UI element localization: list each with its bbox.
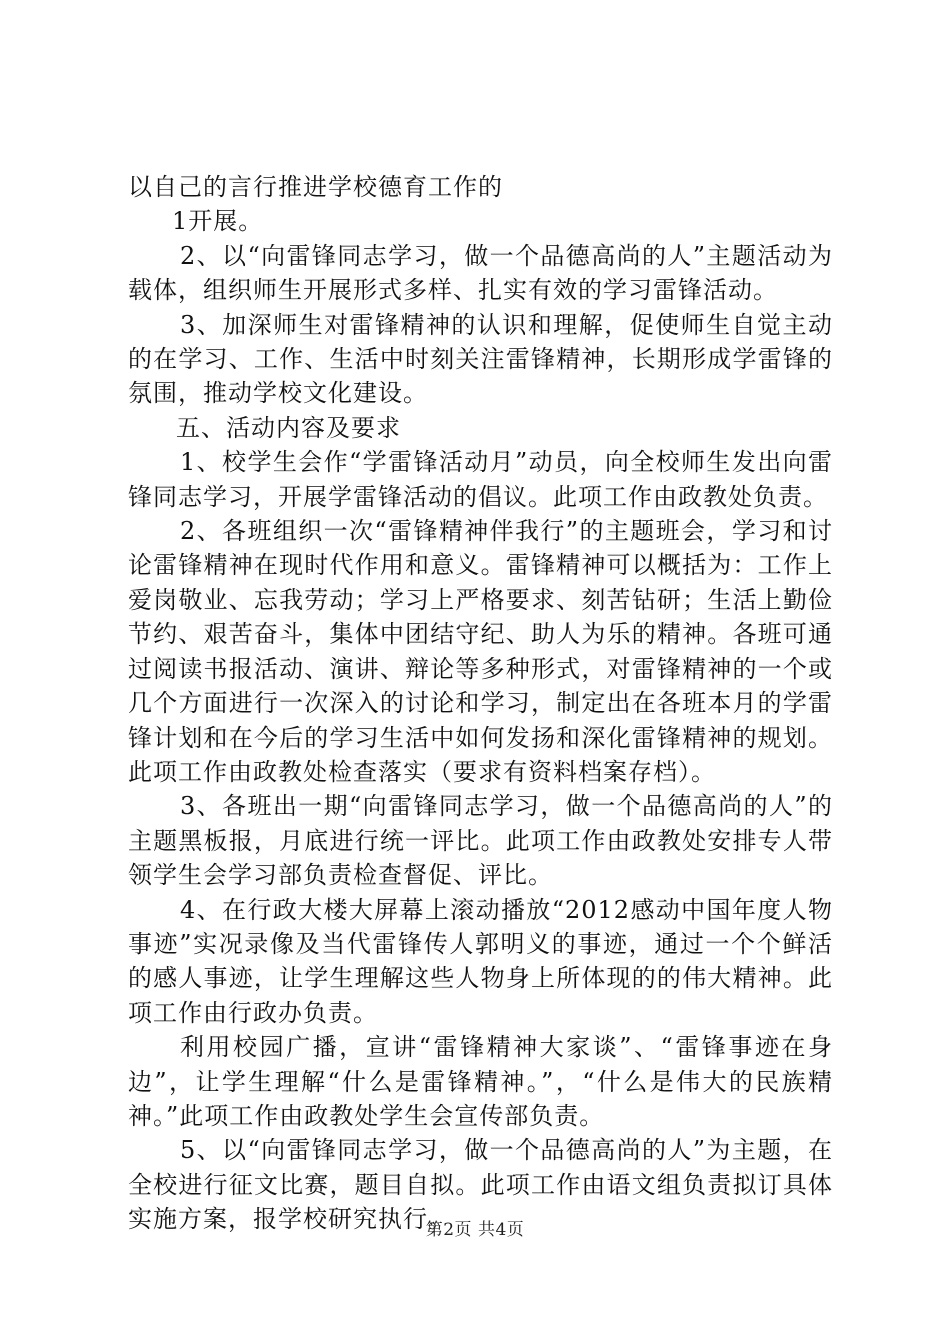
paragraph-requirement-4: 4、在行政大楼大屏幕上滚动播放“2012感动中国年度人物事迹”实况录像及当代雷锋传人郭明义的事迹，通过一个个鲜活的感人事迹，让学生理解这些人物身上所体现的的伟大精神。此项工作由行政办负责。 — [128, 895, 833, 1027]
paragraph-requirement-5: 5、以“向雷锋同志学习，做一个品德高尚的人”为主题，在全校进行征文比赛，题目自拟。此项工作由语文组负责拟订具体实施方案，报学校研究执行。 — [128, 1136, 833, 1234]
paragraph-requirement-1: 1、校学生会作“学雷锋活动月”动员，向全校师生发出向雷锋同志学习，开展学雷锋活动的倡议。此项工作由政教处负责。 — [128, 448, 833, 511]
paragraph-requirement-2: 2、各班组织一次“雷锋精神伴我行”的主题班会，学习和讨论雷锋精神在现时代作用和意义。雷锋精神可以概括为：工作上爱岗敬业、忘我劳动；学习上严格要求、刻苦钻研；生活上勤俭节约、艰苦奋斗，集体中团结守纪、助人为乐的精神。各班可通过阅读书报活动、演讲、辩论等多种形式，对雷锋精神的一个或几个方面进行一次深入的讨论和学习，制定出在各班本月的学雷锋计划和在今后的学习生活中如何发扬和深化雷锋精神的规划。此项工作由政教处检查落实（要求有资料档案存档）。 — [128, 517, 833, 786]
page-footer: 第2页 共4页 — [425, 1220, 525, 1240]
paragraph-requirement-3: 3、各班出一期“向雷锋同志学习，做一个品德高尚的人”的主题黑板报，月底进行统一评比。此项工作由政教处安排专人带领学生会学习部负责检查督促、评比。 — [128, 792, 833, 890]
paragraph-item-2: 2、以“向雷锋同志学习，做一个品德高尚的人”主题活动为载体，组织师生开展形式多样、扎实有效的学习雷锋活动。 — [128, 241, 833, 305]
paragraph-item-1: 1开展。 — [172, 207, 264, 236]
paragraph-intro-continuation: 以自己的言行推进学校德育工作的 — [128, 173, 503, 201]
section-heading-activity-content: 五、活动内容及要求 — [176, 413, 401, 442]
paragraph-item-3: 3、加深师生对雷锋精神的认识和理解，促使师生自觉主动的在学习、工作、生活中时刻关注雷锋精神，长期形成学雷锋的氛围，推动学校文化建设。 — [128, 310, 833, 408]
document-body — [128, 170, 833, 1237]
paragraph-campus-broadcast: 利用校园广播，宣讲“雷锋精神大家谈”、“雷锋事迹在身边”，让学生理解“什么是雷锋精神。”，“什么是伟大的民族精神。”此项工作由政教处学生会宣传部负责。 — [128, 1033, 833, 1130]
